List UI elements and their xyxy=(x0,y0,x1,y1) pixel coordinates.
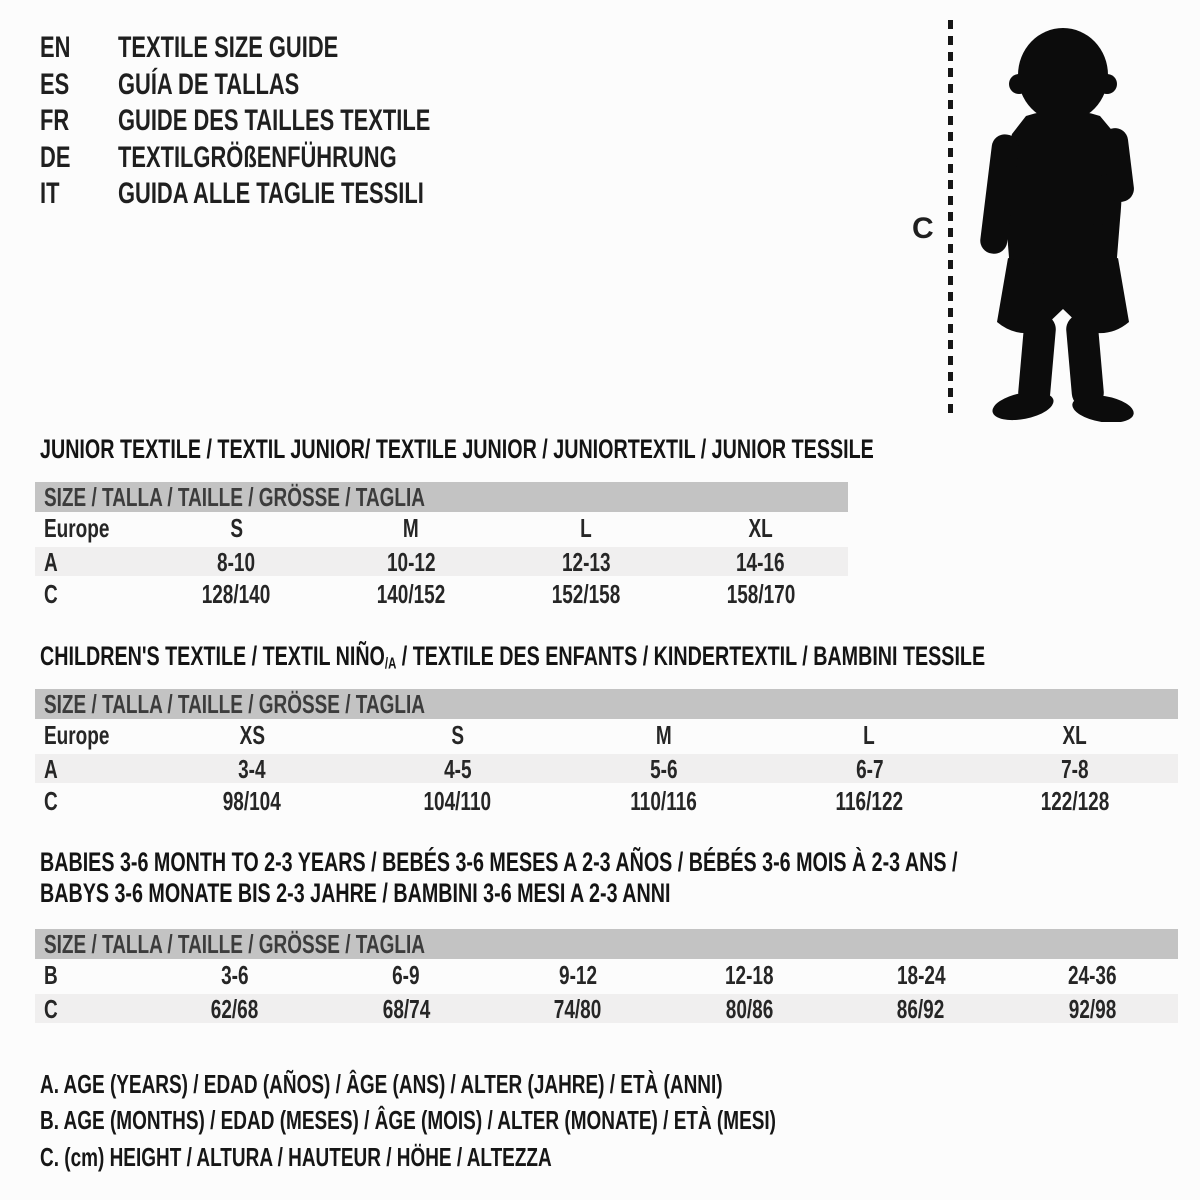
children-section-title xyxy=(40,641,1200,673)
language-row-en xyxy=(40,30,546,67)
cell: L xyxy=(863,720,876,750)
cell: 140/152 xyxy=(376,579,446,609)
row-label: A xyxy=(44,547,58,577)
height-measure-label: C xyxy=(912,212,934,245)
cell: 74/80 xyxy=(553,994,602,1024)
cell: 18-24 xyxy=(896,960,946,990)
language-row-de xyxy=(40,140,546,177)
table-row-height xyxy=(35,992,1178,1025)
legend-height-cm: C. (cm) HEIGHT / ALTURA / HAUTEUR / HÖHE / ALTEZZA xyxy=(40,1141,552,1172)
cell: XL xyxy=(1062,720,1088,750)
cell: S xyxy=(230,513,243,543)
language-code: ES xyxy=(40,67,70,101)
table-row-height xyxy=(35,785,1178,818)
row-label: A xyxy=(44,754,58,784)
babies-table-header-bar xyxy=(35,929,1178,959)
cell: 12-13 xyxy=(561,547,611,577)
guide-title-en: TEXTILE SIZE GUIDE xyxy=(118,31,339,65)
junior-table-header-bar xyxy=(35,482,848,512)
table-row-age-years xyxy=(35,545,848,578)
cell: 12-18 xyxy=(724,960,774,990)
row-label: C xyxy=(44,579,58,609)
cell: 5-6 xyxy=(649,754,678,784)
junior-title-text: JUNIOR TEXTILE / TEXTIL JUNIOR/ TEXTILE JUNIOR / JUNIORTEXTIL / JUNIOR TESSILE xyxy=(40,434,874,464)
cell: 104/110 xyxy=(423,786,492,816)
row-label: B xyxy=(44,960,58,990)
cell: M xyxy=(403,513,420,543)
babies-title-line1: BABIES 3-6 MONTH TO 2-3 YEARS / BEBÉS 3-6 MESES A 2-3 AÑOS / BÉBÉS 3-6 MOIS À 2-3 ANS / xyxy=(40,847,958,877)
cell: 8-10 xyxy=(217,547,256,577)
babies-section-title xyxy=(40,847,1200,908)
cell: 116/122 xyxy=(835,786,904,816)
cell: 98/104 xyxy=(222,786,281,816)
junior-size-table xyxy=(35,482,848,611)
babies-size-table xyxy=(35,929,1178,1025)
cell: 152/158 xyxy=(551,579,621,609)
cell: 68/74 xyxy=(382,994,430,1024)
table-row-height xyxy=(35,578,848,611)
cell: S xyxy=(451,720,465,750)
cell: 24-36 xyxy=(1067,960,1117,990)
cell: XS xyxy=(239,720,265,750)
cell: XL xyxy=(748,513,773,543)
cell: 9-12 xyxy=(558,960,597,990)
row-label: Europe xyxy=(44,720,110,750)
cell: 3-6 xyxy=(221,960,249,990)
row-label: C xyxy=(44,994,58,1024)
size-header-label: SIZE / TALLA / TAILLE / GRÖSSE / TAGLIA xyxy=(44,481,426,512)
language-row-fr xyxy=(40,103,546,140)
cell: 6-7 xyxy=(855,754,884,784)
toddler-silhouette-icon xyxy=(966,22,1156,422)
junior-section-title xyxy=(40,434,1182,465)
cell: 4-5 xyxy=(443,754,472,784)
language-row-es xyxy=(40,67,546,104)
children-title-text: CHILDREN'S TEXTILE / TEXTIL $NIÑO_{/A}$ / TEXTILE DES ENFANTS / KINDERTEXTIL / BAMBINI TESSILE xyxy=(40,641,986,673)
legend-age-months: B. AGE (MONTHS) / EDAD (MESES) / ÂGE (MOIS) / ALTER (MONATE) / ETÀ (MESI) xyxy=(40,1105,776,1136)
table-row-europe xyxy=(35,512,848,545)
cell: M xyxy=(655,720,672,750)
language-code: FR xyxy=(40,104,70,138)
table-row-age-years xyxy=(35,752,1178,785)
language-code: EN xyxy=(40,31,71,65)
language-code: IT xyxy=(40,177,60,211)
height-figure xyxy=(912,16,1172,426)
cell: 122/128 xyxy=(1040,786,1110,816)
measure-legend xyxy=(40,1066,1048,1176)
cell: 7-8 xyxy=(1061,754,1089,784)
cell: 110/116 xyxy=(630,786,697,816)
guide-title-it: GUIDA ALLE TAGLIE TESSILI xyxy=(118,177,424,211)
cell: 86/92 xyxy=(896,994,945,1024)
table-row-age-months xyxy=(35,959,1178,992)
children-table-header-bar xyxy=(35,689,1178,719)
cell: 128/140 xyxy=(202,579,271,609)
guide-title-es: GUÍA DE TALLAS xyxy=(118,67,300,101)
cell: 10-12 xyxy=(386,547,436,577)
table-row-europe xyxy=(35,719,1178,752)
guide-title-fr: GUIDE DES TAILLES TEXTILE xyxy=(118,104,431,138)
language-row-it xyxy=(40,176,546,213)
language-code: DE xyxy=(40,140,71,174)
size-header-label: SIZE / TALLA / TAILLE / GRÖSSE / TAGLIA xyxy=(44,928,426,959)
children-size-table xyxy=(35,689,1178,818)
legend-age-years: A. AGE (YEARS) / EDAD (AÑOS) / ÂGE (ANS) / ALTER (JAHRE) / ETÀ (ANNI) xyxy=(40,1068,723,1099)
babies-title-line2: BABYS 3-6 MONATE BIS 2-3 JAHRE / BAMBINI 3-6 MESI A 2-3 ANNI xyxy=(40,877,671,908)
cell: 80/86 xyxy=(725,994,773,1024)
size-header-label: SIZE / TALLA / TAILLE / GRÖSSE / TAGLIA xyxy=(44,688,426,719)
row-label: C xyxy=(44,786,58,816)
cell: 14-16 xyxy=(736,547,785,577)
guide-title-de: TEXTILGRÖßENFÜHRUNG xyxy=(118,140,397,174)
nino-a-subscript: /A xyxy=(384,655,397,673)
cell: 92/98 xyxy=(1068,994,1116,1024)
height-dashed-line xyxy=(948,20,953,418)
cell: L xyxy=(580,513,592,543)
row-label: Europe xyxy=(44,513,110,543)
cell: 158/170 xyxy=(726,579,795,609)
language-title-list xyxy=(40,30,546,213)
cell: 3-4 xyxy=(238,754,266,784)
cell: 62/68 xyxy=(210,994,259,1024)
cell: 6-9 xyxy=(392,960,420,990)
